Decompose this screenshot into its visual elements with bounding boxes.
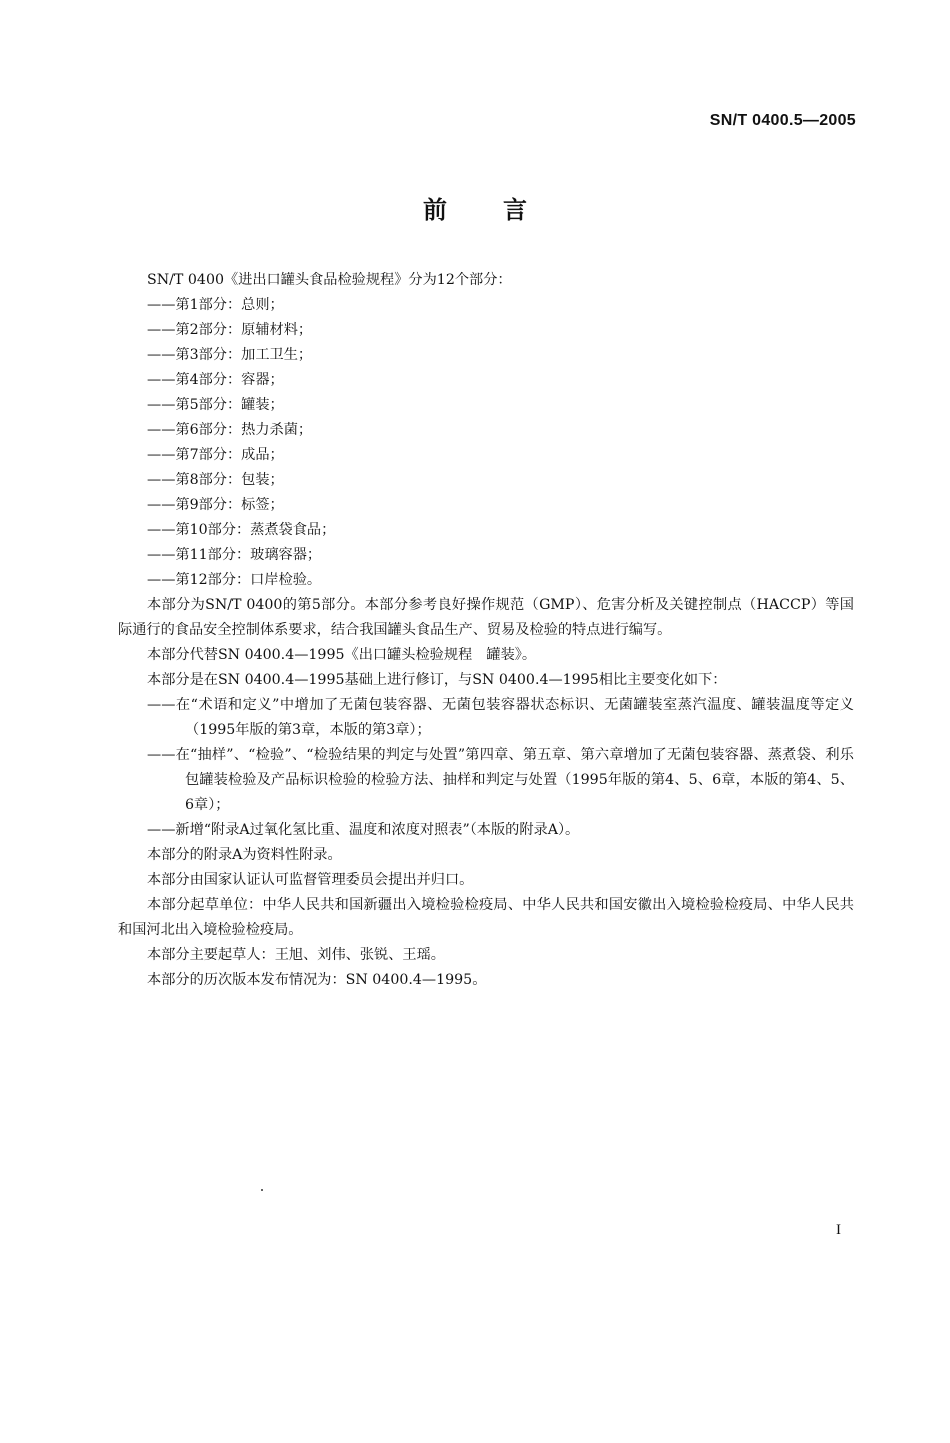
parts-list	[118, 293, 854, 593]
scan-speck	[261, 1189, 263, 1191]
drafting-units-paragraph: 本部分起草单位：中华人民共和国新疆出入境检验检疫局、中华人民共和国安徽出入境检验检疫局、中华人民共和国河北出入境检验检疫局。	[118, 897, 854, 938]
list-item: ——第2部分：原辅材料；	[147, 322, 313, 338]
list-item: ——第11部分：玻璃容器；	[147, 547, 322, 563]
proposer-paragraph: 本部分由国家认证认可监督管理委员会提出并归口。	[147, 872, 474, 888]
appendix-paragraph: 本部分的附录A为资料性附录。	[147, 847, 342, 863]
foreword-body	[118, 268, 854, 993]
drafters-paragraph: 本部分主要起草人：王旭、刘伟、张锐、王瑶。	[147, 947, 445, 963]
page-number: I	[836, 1222, 841, 1238]
list-item: ——第4部分：容器；	[147, 372, 284, 388]
history-paragraph: 本部分的历次版本发布情况为：SN 0400.4—1995。	[147, 972, 487, 988]
scope-paragraph: 本部分为SN/T 0400的第5部分。本部分参考良好操作规范（GMP）、危害分析及关键控制点（HACCP）等国际通行的食品安全控制体系要求，结合我国罐头食品生产、贸易及检验的特点进行编写。	[118, 597, 854, 638]
replaces-paragraph: 本部分代替SN 0400.4—1995《出口罐头检验规程 罐装》。	[147, 647, 537, 663]
revision-paragraph: 本部分是在SN 0400.4—1995基础上进行修订，与SN 0400.4—1995相比主要变化如下：	[147, 672, 727, 688]
list-item: ——第9部分：标签；	[147, 497, 284, 513]
list-item: ——第5部分：罐装；	[147, 397, 284, 413]
list-item: ——第8部分：包装；	[147, 472, 284, 488]
standard-number: SN/T 0400.5—2005	[709, 112, 856, 129]
change-item: ——新增“附录A过氧化氢比重、温度和浓度对照表”（本版的附录A）。	[147, 822, 580, 838]
list-item: ——第3部分：加工卫生；	[147, 347, 313, 363]
change-item: ——在“术语和定义”中增加了无菌包装容器、无菌包装容器状态标识、无菌罐装室蒸汽温度、罐装温度等定义（1995年版的第3章，本版的第3章）；	[147, 697, 854, 738]
page-title: 前言	[423, 196, 583, 224]
list-item: ——第1部分：总则；	[147, 297, 284, 313]
list-item: ——第6部分：热力杀菌；	[147, 422, 313, 438]
list-item: ——第10部分：蒸煮袋食品；	[147, 522, 336, 538]
change-item: ——在“抽样”、“检验”、“检验结果的判定与处置”第四章、第五章、第六章增加了无菌包装容器、蒸煮袋、利乐包罐装检验及产品标识检验的检验方法、抽样和判定与处置（1995年版的第4、5、6章，本版的第4、5、6章）；	[147, 747, 854, 813]
list-item: ——第7部分：成品；	[147, 447, 284, 463]
intro-paragraph: SN/T 0400《进出口罐头食品检验规程》分为12个部分：	[147, 272, 512, 288]
list-item: ——第12部分：口岸检验。	[147, 572, 322, 588]
